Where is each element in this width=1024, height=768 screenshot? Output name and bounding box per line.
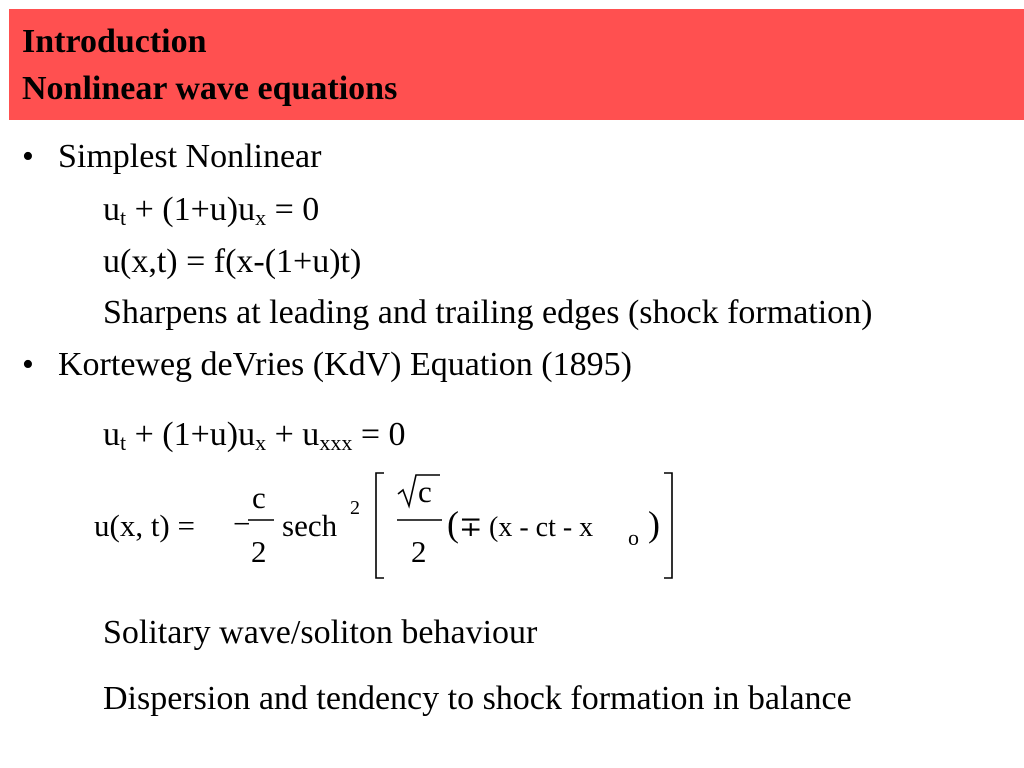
bullet-1-marker: •: [22, 138, 34, 175]
soliton-note: Solitary wave/soliton behaviour: [103, 614, 538, 651]
formula-paren-body: (x - ct - x: [489, 512, 594, 543]
eq-term: + (1+u)u: [126, 416, 256, 453]
equation-solution: u(x,t) = f(x-(1+u)t): [103, 243, 362, 280]
eq-subscript: x: [255, 430, 267, 455]
left-bracket: [376, 473, 384, 578]
formula-close-paren: ): [648, 504, 660, 544]
equation-simple-nonlinear: [103, 192, 319, 228]
formula-open-paren: (: [447, 504, 459, 544]
equation-kdv: [103, 417, 406, 453]
formula-sqrt-c: c: [418, 474, 432, 509]
eq-subscript: x: [255, 205, 267, 230]
formula-minus-plus: ∓: [459, 512, 483, 543]
balance-note: Dispersion and tendency to shock formation in balance: [103, 680, 852, 717]
eq-subscript: t: [120, 205, 127, 230]
eq-term: = 0: [266, 191, 320, 228]
formula-numerator-c: c: [252, 480, 266, 515]
eq-term: u: [103, 416, 120, 453]
formula-lhs: u(x, t) =: [94, 508, 195, 543]
shock-note: Sharpens at leading and trailing edges (shock formation): [103, 294, 873, 331]
formula-exponent: 2: [350, 497, 360, 519]
soliton-formula: [0, 470, 1024, 590]
formula-sech: sech: [282, 508, 338, 543]
formula-denominator-2: 2: [251, 534, 267, 569]
eq-subscript: xxx: [319, 430, 353, 455]
slide-subtitle: Nonlinear wave equations: [22, 70, 398, 107]
formula-subscript-o: o: [628, 525, 639, 550]
bullet-2-heading: Korteweg deVries (KdV) Equation (1895): [58, 346, 632, 383]
eq-term: = 0: [352, 416, 406, 453]
right-bracket: [664, 473, 672, 578]
slide-title: Introduction: [22, 23, 207, 60]
eq-term: + (1+u)u: [126, 191, 256, 228]
formula-minus: −: [233, 506, 251, 541]
eq-subscript: t: [120, 430, 127, 455]
formula-denominator-2b: 2: [411, 534, 427, 569]
bullet-2-marker: •: [22, 346, 34, 383]
eq-term: + u: [266, 416, 320, 453]
eq-term: u: [103, 191, 120, 228]
bullet-1-heading: Simplest Nonlinear: [58, 138, 322, 175]
